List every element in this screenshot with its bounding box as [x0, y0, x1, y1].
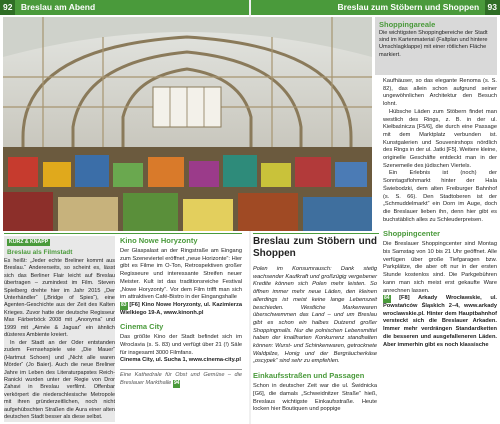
shopping-heading: Breslau zum Stöbern und Shoppen	[253, 236, 377, 259]
info-box-title: Breslau als Filmstadt	[7, 248, 73, 256]
right-text-1: Kaufhäuser, so das elegante Renoma (s. S. 82), das allein schon aufgrund seiner ungewöhnlichen Architektur den Besuch lohnt.	[383, 78, 497, 108]
cinema-address	[120, 302, 242, 317]
mall-address-text: [F8] Arkady Wrocławskie, ul. Powstańców Śląskich 2–4, www.arkady wroclawskie.pl. Hinter dem Hauptbahnhof versteckt sich die Breslauer Arkaden. Immer mehr verdrängen Standardketten die besseren und ausgefalleneren Läden. Aber immerhin gibt es noch klassische	[383, 295, 497, 348]
right-text-3: Ein Erlebnis ist (noch) der Sonntagsflohmarkt hinter der Hala Świebodzki, dem alten Freiburger Bahnhof (s. S. 66). Den Stadtoberen ist der „Schmuddelmarkt“ ein Dorn im Auge, doch die Breslauer lieben ihn, denn hier gibt es buchstäblich alles zu Schleuderpreisen.	[383, 170, 497, 223]
cinema-address-text: [F6] Kino Nowe Horyzonty, ul. Kazimierza Wielkiego 19-A, www.kinonh.pl	[120, 301, 242, 316]
shopping-intro: Polen im Konsumrausch: Dank stetig wachsender Kaufkraft und großzügig vergebener Kredite können sich Polen mehr leisten. So öffnen immer mehr neue Läden, den kleinen allerdings ist meist keine lange Lebenszeit beschieden. Westliche Markenwaren überschwemmen das Land – und um Breslau gibt es schon ein halbes Dutzend großer Shoppingmalls. Nur die polnischen Lebensmittel haben der knallharten Konkurrenz standhalten können: Wurst- und Schinkenwaren, getrocknete Waldpilze, Honig und der Bergräucherkäse „oscypek“ sind sehr zu empfehlen.	[253, 266, 377, 365]
right-column	[383, 78, 497, 349]
market-hall-photo	[3, 17, 372, 231]
info-box-text: Es heißt: „Jeder echte Breliner kommt aus Breslau.“ Andererseits, so scheint es, lässt sich das Berliner Flair leicht auf Breslau übertragen – zumindest im Film. Steven Spielberg drehte hier im Jahr 2015 „Der Unterhändler“ („Bridge of Spies“), eine Agenten-Geschichte aus der Zeit des Kalten Krieges. Zuvor hatte der deutsche Regisseur Max Färberböck 2008 mit „Anonyma“ und 1999 mit „Aimée & Jaguar“ ein ähnlich düsteres Ambiente kreiert.	[4, 257, 115, 339]
market-hall-illustration	[3, 17, 372, 231]
cinema-address-number: 83	[121, 301, 127, 308]
caption-text: Die wichtigsten Shoppingbereiche der Stadt sind im Kartenmaterial (Faltplan und hintere Umschlagklappe) mit einer rötlichen Fläche markiert.	[379, 30, 488, 58]
streets-heading: Einkaufsstraßen und Passagen	[253, 371, 365, 381]
streets-text: Schon in deutscher Zeit war die ul. Świdnicka [G6], die damals „Schweidnitzer Straße“ hieß, Breslaus wichtigste Einkaufsstraße. Heute locken hier Boutiquen und poppige	[253, 383, 377, 413]
right-page-header	[251, 0, 500, 15]
cinema-city-address: Cinema City, ul. Sucha 1, www.cinema-city.pl	[120, 357, 241, 364]
cinema-city-text: Das größte Kino der Stadt befindet sich im Wroclavia (s. S. 83) und verfügt über 21 (!) Säle für insgesamt 3000 Filmfans.	[120, 334, 242, 356]
caption-panel	[375, 17, 497, 75]
info-box-tag: KURZ & KNAPP	[9, 239, 49, 245]
photo-caption	[120, 369, 242, 387]
left-header-title: Breslau am Abend	[20, 2, 96, 12]
shopping-column	[253, 236, 377, 414]
photo-caption-text: Eine Kathedrale für Obst und Gemüse – die Breslauer Markthalle	[120, 372, 242, 386]
left-divider	[4, 233, 242, 234]
photo-caption-number: 94	[173, 379, 180, 386]
info-box	[4, 236, 115, 422]
right-text-4: Die Breslauer Shoppingcenter sind Montag bis Samstag von 10 bis 21 Uhr geöffnet. Alle verfügen über große Tiefgaragen bzw. Parkplätze, die aber oft nur in der ersten Stunde kostenlos sind. Die Parkgebühren kann man sich meist erst gekaufte Ware anrechnen lassen.	[383, 241, 497, 294]
cinema-city-heading: Cinema City	[120, 322, 164, 332]
mall-address-number: 84	[384, 295, 390, 302]
right-text-2: Hübsche Läden zum Stöbern findet man westlich des Rings, z. B. in der ul. Kiełbaśnicza [F5/6], die durch eine Passage mit dem Marktplatz verbunden ist. Kunstgalerien und Souvenirshops nördlich des Rings in der ul. Jatki [F5]. Weitere kleine, originelle Geschäfte entdeckt man in der Szenemeile des jüdischen Viertels.	[383, 108, 498, 169]
right-header-title: Breslau zum Stöbern und Shoppen	[337, 2, 480, 12]
cinema-text: Der Glaspalast an der Ringstraße am Eingang zum Szeneviertel eröffnet „neue Horizonte“: Hier gibt es Filme im O-Ton, Retrospektiven großer Regisseure und interessante Streifen neuer Meister. Kult ist das traditionsreiche Festival „Nowe Horyzonty“. Vor dem Film trifft man sich im attraktiven Café-Bistro in der Eingangshalle	[120, 248, 242, 301]
center-heading: Shoppingcenter	[383, 229, 441, 239]
right-divider	[253, 233, 379, 234]
info-box-text-2: In der Stadt an der Oder entstanden zudem Fernsehspiele wie „Die Mauer“ (Hartmut Schoen) und „Nicht alle waren Mörder“ (Jo Baier). Auch die neue Breliner Jahre im Leben des Literaturpapstes Reich-Ranicki wurden unter der Regie von Dror Zahavi in Breslau verfilmt. Offenbar verkörpert die niederschlesische Metropole mit ihren gründerzeitlichen, noch nicht aufgehübschten Straßen die Aura einer alten deutschen Stadt besser als diese selbst.	[4, 339, 115, 421]
cinema-heading: Kino Nowe Horyzonty	[120, 236, 198, 245]
caption-title: Shoppingareale	[379, 20, 436, 29]
cinema-column	[120, 236, 242, 388]
left-page-number: 92	[0, 0, 15, 15]
mall-address	[383, 295, 497, 349]
left-page-header	[0, 0, 249, 15]
right-page-number: 93	[485, 0, 500, 15]
